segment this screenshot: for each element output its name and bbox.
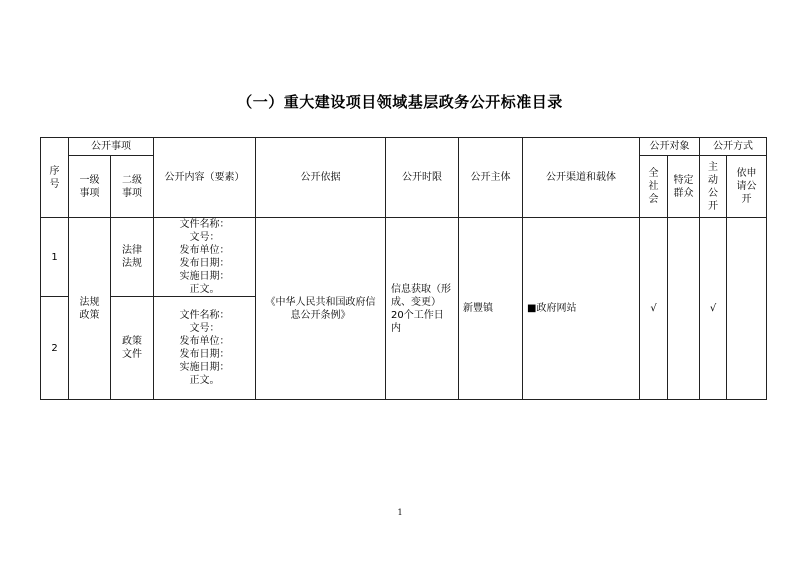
header-method-active: 主动公开 xyxy=(700,156,727,218)
header-level2: 二级事项 xyxy=(111,156,154,218)
method-apply-cell xyxy=(727,218,767,400)
header-subject: 公开主体 xyxy=(459,138,523,218)
header-audience-specific: 特定群众 xyxy=(668,156,700,218)
time-limit-cell: 信息获取（形成、变更）20个工作日内 xyxy=(386,218,459,400)
header-method: 公开方式 xyxy=(700,138,767,156)
audience-all-cell: √ xyxy=(640,218,668,400)
header-audience-all: 全社会 xyxy=(640,156,668,218)
subject-cell: 新豐镇 xyxy=(459,218,523,400)
header-audience: 公开对象 xyxy=(640,138,700,156)
catalog-table xyxy=(40,137,767,400)
header-level1: 一级事项 xyxy=(69,156,111,218)
header-method-apply: 依申请公开 xyxy=(727,156,767,218)
header-channel: 公开渠道和载体 xyxy=(523,138,640,218)
page-title: （一）重大建设项目领域基层政务公开标准目录 xyxy=(237,93,563,111)
header-basis: 公开依据 xyxy=(256,138,386,218)
content-cell: 文件名称： 文号： 发布单位： 发布日期： 实施日期： 正文。 xyxy=(154,218,256,297)
method-active-cell: √ xyxy=(700,218,727,400)
page-number: 1 xyxy=(397,508,403,517)
row-seq: 1 xyxy=(41,218,69,297)
audience-specific-cell xyxy=(668,218,700,400)
header-content: 公开内容（要素） xyxy=(154,138,256,218)
level1-cell: 法规政策 xyxy=(69,218,111,400)
header-time-limit: 公开时限 xyxy=(386,138,459,218)
content-cell: 文件名称： 文号： 发布单位： 发布日期： 实施日期： 正文。 xyxy=(154,297,256,400)
channel-cell: ■政府网站 xyxy=(523,218,640,400)
level2-cell: 法律法规 xyxy=(111,218,154,297)
basis-cell: 《中华人民共和国政府信息公开条例》 xyxy=(256,218,386,400)
header-seq: 序号 xyxy=(41,138,69,218)
table-row xyxy=(41,218,767,297)
level2-cell: 政策文件 xyxy=(111,297,154,400)
header-matter: 公开事项 xyxy=(69,138,154,156)
row-seq: 2 xyxy=(41,297,69,400)
